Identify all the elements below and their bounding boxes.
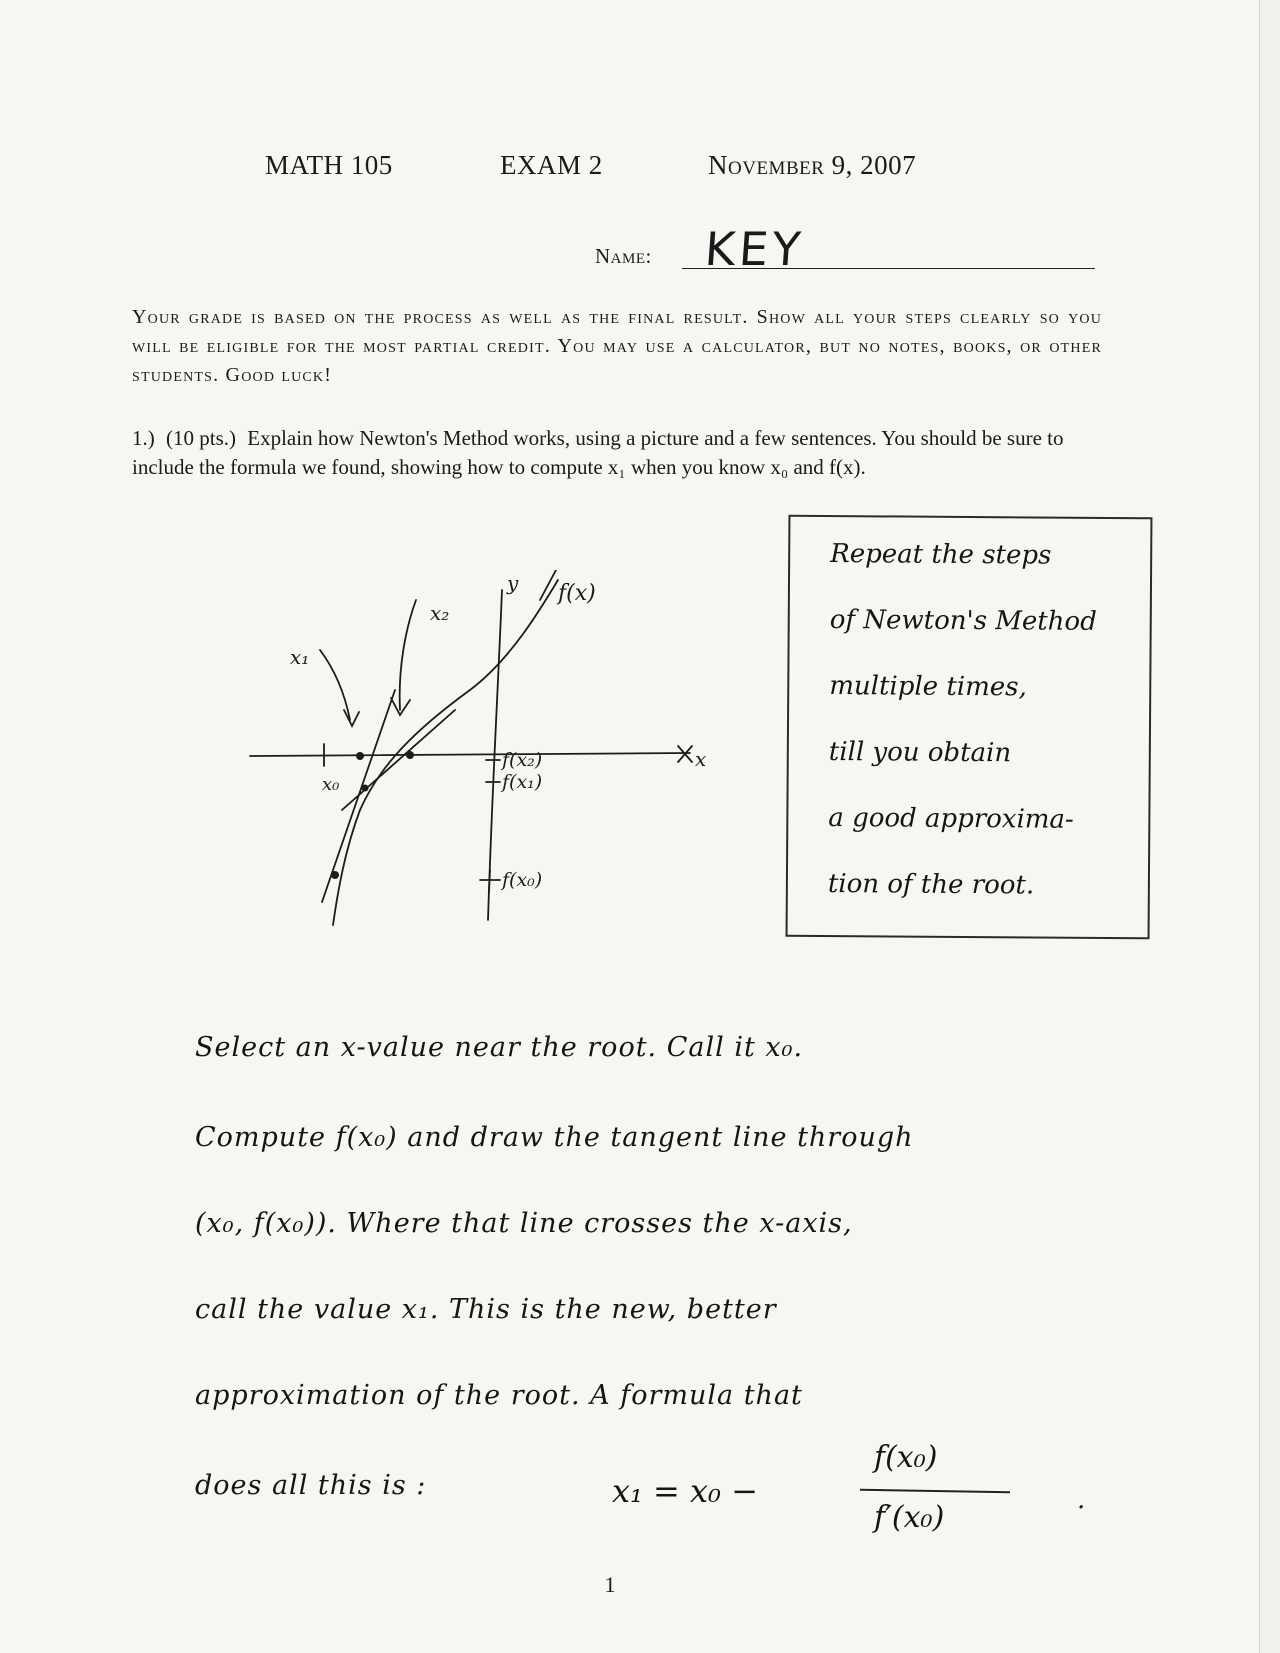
x2-label: x₂ — [430, 601, 450, 625]
page-number: 1 — [604, 1572, 616, 1597]
question-number: 1.) — [132, 426, 155, 450]
instructions: Your grade is based on the process as well as the final result. Show all your steps clearly so you will be eligible for the most partial credit. You may use a calculator, but no notes, books, or other students. Good luck! — [132, 306, 1102, 386]
answer-line: Compute f(x₀) and draw the tangent line through — [195, 1122, 914, 1153]
x1-label: x₁ — [290, 645, 310, 669]
newton-sketch — [240, 570, 720, 940]
x1-arrowhead — [344, 710, 359, 726]
x1-point — [356, 752, 364, 760]
course-title: MATH 105 — [265, 150, 393, 180]
x2-arrow — [400, 600, 416, 710]
exam-date: November 9, 2007 — [708, 150, 917, 180]
repeat-note-box — [786, 515, 1153, 940]
question-1 — [132, 424, 1102, 482]
fx0-label: f(x₀) — [502, 869, 543, 891]
fraction-bar — [860, 1489, 1010, 1494]
fx0-tick-cross — [489, 870, 490, 892]
newton-formula — [612, 1440, 1086, 1560]
answer-line: Select an x-value near the root. Call it x₀. — [195, 1032, 804, 1063]
x-axis-label: x — [695, 747, 707, 771]
repeat-note-line: multiple times, — [829, 671, 1027, 703]
x0-label: x₀ — [322, 774, 340, 795]
answer-line: (x₀, f(x₀)). Where that line crosses the x-axis, — [195, 1208, 853, 1239]
name-label: Name: — [595, 244, 652, 268]
page-edge — [1259, 0, 1280, 1653]
fx0-point — [331, 871, 339, 879]
fx1-point — [362, 785, 369, 792]
question-text: Explain how Newton's Method works, using a picture and a few sentences. You should be sure to include the formula we found, showing how to compute x₁ when you know x₀ and f(x). — [132, 426, 1064, 479]
formula-end: . — [1077, 1485, 1086, 1515]
repeat-note-line: till you obtain — [828, 737, 1012, 769]
name-field — [590, 222, 1100, 276]
fx1-label: f(x₁) — [502, 771, 543, 793]
question-points: (10 pts.) — [166, 426, 236, 450]
formula-denominator: f′(x₀) — [874, 1500, 945, 1535]
x-axis-line — [250, 753, 690, 756]
tangent-line-2 — [342, 710, 455, 810]
fx2-label: f(x₂) — [502, 749, 543, 771]
repeat-note-line: tion of the root. — [827, 869, 1035, 901]
formula-lhs: x₁ = x₀ − — [612, 1472, 758, 1510]
formula-numerator: f(x₀) — [874, 1440, 938, 1475]
x2-point — [406, 751, 414, 759]
name-value: KEY — [703, 222, 807, 276]
answer-line: call the value x₁. This is the new, better — [195, 1294, 777, 1325]
answer-line: does all this is : — [195, 1470, 427, 1501]
x-axis-end-mark — [678, 746, 692, 762]
x1-arrow — [320, 650, 350, 720]
curve-label: f(x) — [558, 581, 596, 606]
exam-header — [0, 150, 1280, 190]
y-axis-label: y — [507, 571, 519, 595]
answer-line: approximation of the root. A formula that — [195, 1380, 803, 1411]
repeat-note-line: Repeat the steps — [830, 539, 1052, 571]
repeat-note-line: of Newton's Method — [829, 605, 1097, 637]
repeat-note-line: a good approxima- — [828, 803, 1074, 835]
exam-title: EXAM 2 — [500, 150, 603, 180]
